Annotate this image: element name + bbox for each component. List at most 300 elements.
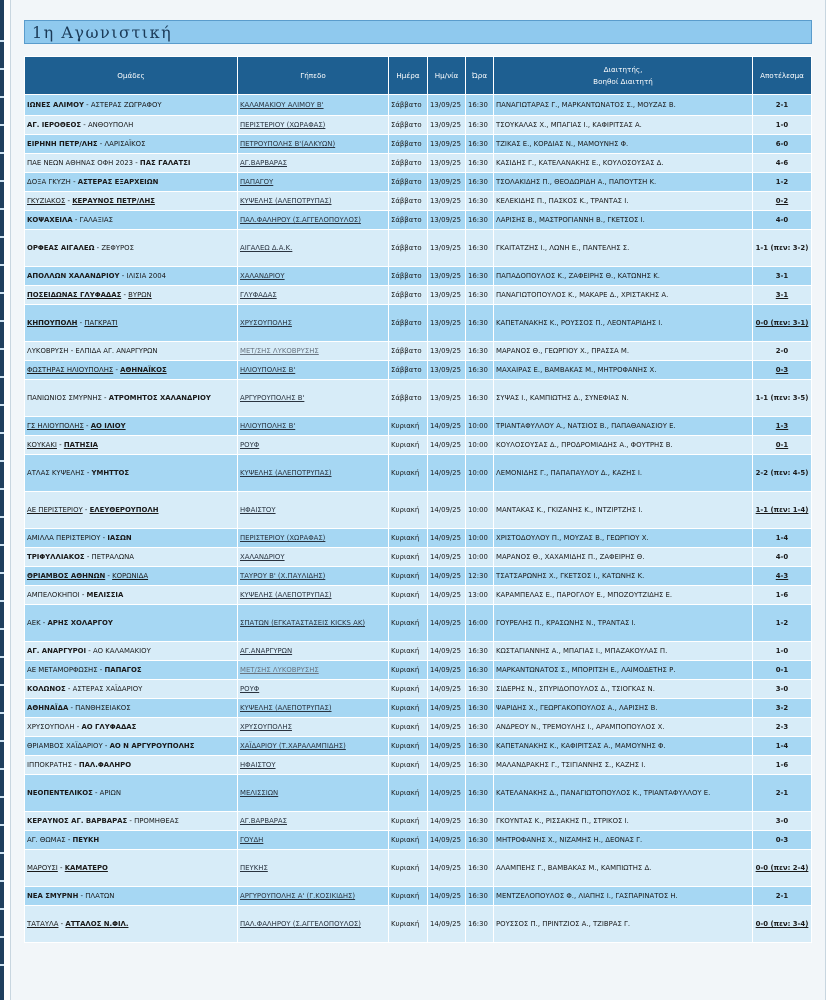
fixtures-body bbox=[25, 95, 811, 942]
match-result bbox=[753, 605, 811, 641]
stadium-cell bbox=[238, 699, 388, 717]
match-day: Κυριακή bbox=[389, 812, 427, 830]
home-team: ΚΟΥΚΑΚΙ bbox=[27, 440, 57, 449]
home-team: ΠΟΣΕΙΔΩΝΑΣ ΓΛΥΦΑΔΑΣ bbox=[27, 290, 122, 299]
away-team: ΛΑΡΙΣΑΪΚΟΣ bbox=[104, 139, 146, 148]
away-team: ΠΑΛ.ΦΑΛΗΡΟ bbox=[78, 760, 132, 769]
match-result[interactable] bbox=[753, 361, 811, 379]
match-referees: ΜΑΡΚΑΝΤΩΝΑΤΟΣ Σ., ΜΠΟΡΙΤΣΗ Ε., ΛΑΙΜΟΔΕΤΗΣ Ρ. bbox=[494, 661, 752, 679]
match-result bbox=[753, 642, 811, 660]
match-day: Κυριακή bbox=[389, 492, 427, 528]
result-score: 1-4 bbox=[775, 533, 789, 542]
result-score: 4-6 bbox=[775, 158, 789, 167]
match-teams bbox=[25, 417, 237, 435]
table-row bbox=[25, 680, 811, 698]
away-team: ΑΡΙΩΝ bbox=[99, 788, 121, 797]
match-referees: ΤΡΙΑΝΤΑΦΥΛΛΟΥ Α., ΝΑΤΣΙΟΣ Β., ΠΑΠΑΘΑΝΑΣΙΟΥ Ε. bbox=[494, 417, 752, 435]
result-score[interactable]: 4-3 bbox=[775, 571, 789, 580]
match-time: 16:30 bbox=[466, 267, 493, 285]
match-referees: ΤΣΟΥΚΑΛΑΣ Χ., ΜΠΑΓΙΑΣ Ι., ΚΑΦΙΡΙΤΣΑΣ Α. bbox=[494, 116, 752, 134]
match-result[interactable] bbox=[753, 305, 811, 341]
stadium-link[interactable]: ΑΓ.ΒΑΡΒΑΡΑΣ bbox=[240, 158, 288, 167]
stadium-link[interactable]: ΑΡΓΥΡΟΥΠΟΛΗΣ Α' (Γ.ΚΟΣΙΚΙΔΗΣ) bbox=[240, 891, 356, 900]
match-referees: ΠΑΝΑΓΙΩΤΑΡΑΣ Γ., ΜΑΡΚΑΝΤΩΝΑΤΟΣ Σ., ΜΟΥΖΑΣ Β. bbox=[494, 95, 752, 115]
match-teams bbox=[25, 305, 237, 341]
result-score[interactable]: 0-1 bbox=[775, 440, 789, 449]
stadium-link[interactable]: ΑΙΓΑΛΕΩ Δ.Α.Κ. bbox=[240, 243, 293, 252]
match-time: 16:30 bbox=[466, 756, 493, 774]
table-row bbox=[25, 642, 811, 660]
stadium-cell bbox=[238, 116, 388, 134]
result-score[interactable]: 0-0 (πεν: 3-1) bbox=[755, 318, 809, 327]
stadium-cell bbox=[238, 680, 388, 698]
match-result bbox=[753, 661, 811, 679]
stadium-link[interactable]: ΜΕΤ/ΣΗΣ ΛΥΚΟΒΡΥΣΗΣ bbox=[240, 665, 319, 674]
home-team: ΔΟΞΑ ΓΚΥΖΗ bbox=[27, 177, 71, 186]
table-row bbox=[25, 361, 811, 379]
match-teams bbox=[25, 135, 237, 153]
match-result bbox=[753, 775, 811, 811]
result-score: 3-0 bbox=[775, 684, 789, 693]
stadium-cell bbox=[238, 342, 388, 360]
match-time: 16:30 bbox=[466, 286, 493, 304]
match-result bbox=[753, 718, 811, 736]
match-result[interactable] bbox=[753, 286, 811, 304]
stadium-link[interactable]: ΧΡΥΣΟΥΠΟΛΗΣ bbox=[240, 722, 292, 731]
home-team: ΟΡΦΕΑΣ ΑΙΓΑΛΕΩ bbox=[27, 243, 95, 252]
stadium-link[interactable]: ΡΟΥΦ bbox=[240, 684, 260, 693]
table-row bbox=[25, 699, 811, 717]
home-team: ΦΩΣΤΗΡΑΣ ΗΛΙΟΥΠΟΛΗΣ bbox=[27, 365, 114, 374]
match-day: Κυριακή bbox=[389, 906, 427, 942]
match-date: 13/09/25 bbox=[428, 154, 465, 172]
match-time: 16:30 bbox=[466, 737, 493, 755]
match-date: 14/09/25 bbox=[428, 850, 465, 886]
stadium-link[interactable]: ΧΑΛΑΝΔΡΙΟΥ bbox=[240, 552, 285, 561]
away-team: ΥΜΗΤΤΟΣ bbox=[91, 468, 130, 477]
stadium-link[interactable]: ΑΓ.ΑΝΑΡΓΥΡΩΝ bbox=[240, 646, 293, 655]
stadium-cell bbox=[238, 850, 388, 886]
stadium-cell bbox=[238, 492, 388, 528]
match-referees: ΤΣΟΛΑΚΙΔΗΣ Π., ΘΕΟΔΩΡΙΔΗ Α., ΠΑΠΟΥΤΣΗ Κ. bbox=[494, 173, 752, 191]
away-team: ΠΑΣ ΓΑΛΑΤΣΙ bbox=[139, 158, 191, 167]
result-score: 3-2 bbox=[775, 703, 789, 712]
home-team: ΤΑΤΑΥΛΑ bbox=[27, 919, 59, 928]
column-header-time[interactable]: Ώρα bbox=[466, 57, 493, 94]
match-day: Κυριακή bbox=[389, 567, 427, 585]
match-referees: ΜΗΤΡΟΦΑΝΗΣ Χ., ΝΙΖΑΜΗΣ Η., ΔΕΟΝΑΣ Γ. bbox=[494, 831, 752, 849]
team-separator: - bbox=[92, 788, 100, 797]
away-team: ΑΣΤΕΡΑΣ ΖΩΓΡΑΦΟΥ bbox=[90, 100, 162, 109]
match-date: 13/09/25 bbox=[428, 267, 465, 285]
result-score[interactable]: 1-3 bbox=[775, 421, 789, 430]
table-row bbox=[25, 529, 811, 547]
match-time: 16:30 bbox=[466, 775, 493, 811]
match-teams bbox=[25, 567, 237, 585]
match-time: 12:30 bbox=[466, 567, 493, 585]
table-row bbox=[25, 831, 811, 849]
column-header-teams[interactable]: Ομάδες bbox=[25, 57, 237, 94]
match-referees: ΠΑΝΑΓΙΩΤΟΠΟΥΛΟΣ Κ., ΜΑΚΑΡΕ Δ., ΧΡΙΣΤΑΚΗΣ Α. bbox=[494, 286, 752, 304]
match-time: 16:30 bbox=[466, 135, 493, 153]
match-referees: ΧΡΙΣΤΟΔΟΥΛΟΥ Π., ΜΟΥΖΑΣ Β., ΓΕΩΡΓΙΟΥ Χ. bbox=[494, 529, 752, 547]
column-header-stadium[interactable]: Γήπεδο bbox=[238, 57, 388, 94]
match-day: Κυριακή bbox=[389, 436, 427, 454]
match-teams bbox=[25, 699, 237, 717]
stadium-link[interactable]: ΜΕΤ/ΣΗΣ ΛΥΚΟΒΡΥΣΗΣ bbox=[240, 346, 319, 355]
match-result bbox=[753, 737, 811, 755]
match-day: Σάββατο bbox=[389, 192, 427, 210]
result-score[interactable]: 0-2 bbox=[775, 196, 789, 205]
match-result bbox=[753, 812, 811, 830]
home-team: ΑΘΗΝΑΪΔΑ bbox=[27, 703, 69, 712]
stadium-link[interactable]: ΠΑΠΑΓΟΥ bbox=[240, 177, 274, 186]
table-row bbox=[25, 492, 811, 528]
match-time: 10:00 bbox=[466, 548, 493, 566]
match-date: 14/09/25 bbox=[428, 680, 465, 698]
match-referees: ΜΑΡΑΝΟΣ Θ., ΓΕΩΡΓΙΟΥ Χ., ΠΡΑΣΣΑ Μ. bbox=[494, 342, 752, 360]
match-day: Κυριακή bbox=[389, 529, 427, 547]
team-separator: - bbox=[82, 505, 90, 514]
match-referees: ΤΣΑΤΣΑΡΩΝΗΣ Χ., ΓΚΕΤΣΟΣ Ι., ΚΑΤΩΝΗΣ Κ. bbox=[494, 567, 752, 585]
team-separator: - bbox=[121, 290, 129, 299]
fixtures-table bbox=[24, 56, 812, 943]
result-score[interactable]: 0-0 (πεν: 2-4) bbox=[755, 863, 809, 872]
table-row bbox=[25, 737, 811, 755]
result-score[interactable]: 0-3 bbox=[775, 365, 789, 374]
match-teams bbox=[25, 154, 237, 172]
match-referees: ΓΚΑΙΤΑΤΖΗΣ Ι., ΛΩΝΗ Ε., ΠΑΝΤΕΛΗΣ Σ. bbox=[494, 230, 752, 266]
team-separator: - bbox=[101, 393, 109, 402]
match-time: 16:30 bbox=[466, 850, 493, 886]
match-referees: ΓΟΥΡΕΛΗΣ Π., ΚΡΑΣΩΝΗΣ Ν., ΤΡΑΝΤΑΣ Ι. bbox=[494, 605, 752, 641]
match-referees: ΚΟΥΛΟΣΟΥΣΑΣ Δ., ΠΡΟΔΡΟΜΙΑΔΗΣ Α., ΦΟΥΤΡΗΣ Β. bbox=[494, 436, 752, 454]
away-team: ΙΛΙΣΙΑ 2004 bbox=[126, 271, 167, 280]
table-row bbox=[25, 718, 811, 736]
table-row bbox=[25, 286, 811, 304]
home-team: ΑΜΠΕΛΟΚΗΠΟΙ bbox=[27, 590, 80, 599]
match-date: 14/09/25 bbox=[428, 887, 465, 905]
match-teams bbox=[25, 775, 237, 811]
match-referees: ΚΑΠΕΤΑΝΑΚΗΣ Κ., ΚΑΦΙΡΙΤΣΑΣ Α., ΜΑΜΟΥΝΗΣ Φ. bbox=[494, 737, 752, 755]
table-row bbox=[25, 154, 811, 172]
match-time: 16:30 bbox=[466, 642, 493, 660]
stadium-cell bbox=[238, 211, 388, 229]
stadium-link[interactable]: ΤΑΥΡΟΥ Β' (Χ.ΠΑΥΛΙΔΗΣ) bbox=[240, 571, 326, 580]
match-teams bbox=[25, 492, 237, 528]
stadium-link[interactable]: ΧΑΪΔΑΡΙΟΥ (Τ.ΧΑΡΑΛΑΜΠΙΔΗΣ) bbox=[240, 741, 346, 750]
stadium-link[interactable]: ΚΑΛΑΜΑΚΙΟΥ ΑΛΙΜΟΥ Β' bbox=[240, 100, 324, 109]
team-separator: - bbox=[127, 816, 135, 825]
away-team: ΕΛΕΥΘΕΡΟΥΠΟΛΗ bbox=[89, 505, 159, 514]
match-date: 14/09/25 bbox=[428, 586, 465, 604]
match-time: 16:30 bbox=[466, 831, 493, 849]
match-time: 10:00 bbox=[466, 417, 493, 435]
stadium-cell bbox=[238, 305, 388, 341]
stadium-link[interactable]: ΗΦΑΙΣΤΟΥ bbox=[240, 505, 276, 514]
team-separator: - bbox=[58, 919, 66, 928]
match-teams bbox=[25, 95, 237, 115]
stadium-link[interactable]: ΑΡΓΥΡΟΥΠΟΛΗΣ Β' bbox=[240, 393, 305, 402]
match-result bbox=[753, 680, 811, 698]
match-date: 13/09/25 bbox=[428, 230, 465, 266]
match-referees: ΑΝΔΡΕΟΥ Ν., ΤΡΕΜΟΥΛΗΣ Ι., ΑΡΑΜΠΟΠΟΥΛΟΣ Χ. bbox=[494, 718, 752, 736]
match-teams bbox=[25, 756, 237, 774]
match-result bbox=[753, 455, 811, 491]
column-header-result[interactable]: Αποτέλεσμα bbox=[753, 57, 811, 94]
column-header-referees[interactable] bbox=[494, 57, 752, 94]
team-separator: - bbox=[97, 665, 105, 674]
table-row bbox=[25, 173, 811, 191]
stadium-cell bbox=[238, 173, 388, 191]
match-day: Σάββατο bbox=[389, 342, 427, 360]
table-row bbox=[25, 605, 811, 641]
result-score: 2-3 bbox=[775, 722, 789, 731]
match-day: Κυριακή bbox=[389, 680, 427, 698]
stadium-link[interactable]: ΧΑΛΑΝΔΡΙΟΥ bbox=[240, 271, 285, 280]
match-referees: ΜΑΡΑΝΟΣ Θ., ΧΑΧΑΜΙΔΗΣ Π., ΖΑΦΕΙΡΗΣ Θ. bbox=[494, 548, 752, 566]
stadium-cell bbox=[238, 286, 388, 304]
home-team: ΙΠΠΟΚΡΑΤΗΣ bbox=[27, 760, 72, 769]
stadium-link[interactable]: ΧΡΥΣΟΥΠΟΛΗΣ bbox=[240, 318, 292, 327]
stadium-link[interactable]: ΚΥΨΕΛΗΣ (ΑΛΕΠΟΤΡΥΠΑΣ) bbox=[240, 590, 332, 599]
home-team: ΑΕ ΠΕΡΙΣΤΕΡΙΟΥ bbox=[27, 505, 83, 514]
match-day: Κυριακή bbox=[389, 887, 427, 905]
match-teams bbox=[25, 116, 237, 134]
stadium-cell bbox=[238, 605, 388, 641]
stadium-link[interactable]: ΠΕΡΙΣΤΕΡΙΟΥ (ΧΩΡΑΦΑΣ) bbox=[240, 533, 326, 542]
away-team: ΑΟ ΙΛΙΟΥ bbox=[90, 421, 126, 430]
away-team: ΠΛΑΤΩΝ bbox=[85, 891, 115, 900]
match-result[interactable] bbox=[753, 850, 811, 886]
result-score: 0-1 bbox=[775, 665, 789, 674]
stadium-link[interactable]: ΓΛΥΦΑΔΑΣ bbox=[240, 290, 277, 299]
match-teams bbox=[25, 850, 237, 886]
stadium-cell bbox=[238, 230, 388, 266]
match-referees: ΚΕΛΕΚΙΔΗΣ Π., ΠΑΣΚΟΣ Κ., ΤΡΑΝΤΑΣ Ι. bbox=[494, 192, 752, 210]
stadium-link[interactable]: ΜΕΛΙΣΣΙΩΝ bbox=[240, 788, 279, 797]
stadium-cell bbox=[238, 586, 388, 604]
table-row bbox=[25, 192, 811, 210]
match-referees: ΛΑΡΙΣΗΣ Β., ΜΑΣΤΡΟΓΙΑΝΝΗ Β., ΓΚΕΤΣΟΣ Ι. bbox=[494, 211, 752, 229]
match-date: 14/09/25 bbox=[428, 436, 465, 454]
match-day: Σάββατο bbox=[389, 267, 427, 285]
home-team: ΑΤΛΑΣ ΚΥΨΕΛΗΣ bbox=[27, 468, 85, 477]
stadium-cell bbox=[238, 756, 388, 774]
home-team: ΓΚΥΖΙΑΚΟΣ bbox=[27, 196, 66, 205]
home-team: ΙΩΝΕΣ ΑΛΙΜΟΥ bbox=[27, 100, 84, 109]
match-teams bbox=[25, 455, 237, 491]
team-separator: - bbox=[100, 533, 108, 542]
match-teams bbox=[25, 192, 237, 210]
match-result bbox=[753, 586, 811, 604]
column-header-date[interactable]: Ημ/νία bbox=[428, 57, 465, 94]
match-result[interactable] bbox=[753, 192, 811, 210]
away-team: ΜΕΛΙΣΣΙΑ bbox=[86, 590, 124, 599]
match-day: Κυριακή bbox=[389, 850, 427, 886]
match-date: 13/09/25 bbox=[428, 305, 465, 341]
away-team: ΕΛΠΙΔΑ ΑΓ. ΑΝΑΡΓΥΡΩΝ bbox=[75, 346, 158, 355]
away-team: ΠΕΥΚΗ bbox=[72, 835, 100, 844]
match-date: 13/09/25 bbox=[428, 380, 465, 416]
stadium-cell bbox=[238, 417, 388, 435]
match-date: 13/09/25 bbox=[428, 95, 465, 115]
match-result bbox=[753, 342, 811, 360]
match-result bbox=[753, 380, 811, 416]
home-team: ΑΕΚ bbox=[27, 618, 41, 627]
match-day: Κυριακή bbox=[389, 455, 427, 491]
stadium-link[interactable]: ΚΥΨΕΛΗΣ (ΑΛΕΠΟΤΡΥΠΑΣ) bbox=[240, 196, 332, 205]
home-team: ΚΗΠΟΥΠΟΛΗ bbox=[27, 318, 78, 327]
stadium-link[interactable]: ΠΕΤΡΟΥΠΟΛΗΣ Β'(ΑΛΚΥΩΝ) bbox=[240, 139, 336, 148]
home-team: ΛΥΚΟΒΡΥΣΗ bbox=[27, 346, 69, 355]
stadium-link[interactable]: ΚΥΨΕΛΗΣ (ΑΛΕΠΟΤΡΥΠΑΣ) bbox=[240, 468, 332, 477]
team-separator: - bbox=[81, 120, 88, 129]
stadium-cell bbox=[238, 267, 388, 285]
away-team: ΠΡΟΜΗΘΕΑΣ bbox=[134, 816, 179, 825]
match-referees: ΣΥΨΑΣ Ι., ΚΑΜΠΙΩΤΗΣ Δ., ΣΥΝΕΦΙΑΣ Ν. bbox=[494, 380, 752, 416]
table-row bbox=[25, 586, 811, 604]
match-day: Σάββατο bbox=[389, 211, 427, 229]
match-result[interactable] bbox=[753, 417, 811, 435]
match-date: 14/09/25 bbox=[428, 492, 465, 528]
home-team: ΤΡΙΦΥΛΛΙΑΚΟΣ bbox=[27, 552, 85, 561]
home-team: ΚΟΨΑΧΕΙΛΑ bbox=[27, 215, 73, 224]
home-team: ΓΣ ΗΛΙΟΥΠΟΛΗΣ bbox=[27, 421, 84, 430]
match-teams bbox=[25, 605, 237, 641]
referees-header-line2: Βοηθοί Διαιτητή bbox=[593, 76, 653, 86]
result-score: 2-1 bbox=[775, 891, 789, 900]
stadium-cell bbox=[238, 812, 388, 830]
stadium-link[interactable]: ΠΑΛ.ΦΑΛΗΡΟΥ (Σ.ΑΓΓΕΛΟΠΟΥΛΟΣ) bbox=[240, 215, 361, 224]
match-result bbox=[753, 756, 811, 774]
home-team: ΠΑΕ ΝΕΩΝ ΑΘΗΝΑΣ ΟΦΗ 2023 bbox=[27, 158, 134, 167]
result-score[interactable]: 0-0 (πεν: 3-4) bbox=[755, 919, 809, 928]
stadium-link[interactable]: ΠΑΛ.ΦΑΛΗΡΟΥ (Σ.ΑΓΓΕΛΟΠΟΥΛΟΣ) bbox=[240, 919, 361, 928]
result-score[interactable]: 3-1 bbox=[775, 290, 789, 299]
home-team: ΧΡΥΣΟΥΠΟΛΗ bbox=[27, 722, 75, 731]
round-header bbox=[24, 20, 812, 44]
match-result[interactable] bbox=[753, 436, 811, 454]
home-team: ΠΑΝΙΩΝΙΟΣ ΣΜΥΡΝΗΣ bbox=[27, 393, 102, 402]
team-separator: - bbox=[97, 139, 105, 148]
match-date: 13/09/25 bbox=[428, 135, 465, 153]
match-teams bbox=[25, 548, 237, 566]
result-score: 1-6 bbox=[775, 590, 789, 599]
stadium-cell bbox=[238, 718, 388, 736]
match-day: Κυριακή bbox=[389, 548, 427, 566]
stadium-cell bbox=[238, 154, 388, 172]
stadium-link[interactable]: ΑΓ.ΒΑΡΒΑΡΑΣ bbox=[240, 816, 288, 825]
match-day: Κυριακή bbox=[389, 775, 427, 811]
match-time: 10:00 bbox=[466, 492, 493, 528]
result-score: 1-2 bbox=[775, 177, 789, 186]
team-separator: - bbox=[94, 243, 102, 252]
result-score: 2-0 bbox=[775, 346, 789, 355]
match-referees: ΣΙΔΕΡΗΣ Ν., ΣΠΥΡΙΔΟΠΟΥΛΟΣ Δ., ΤΣΙΟΓΚΑΣ Ν. bbox=[494, 680, 752, 698]
result-score: 1-2 bbox=[775, 618, 789, 627]
away-team: ΑΘΗΝΑΪΚΟΣ bbox=[120, 365, 167, 374]
match-time: 16:30 bbox=[466, 718, 493, 736]
match-referees: ΚΩΣΤΑΓΙΑΝΝΗΣ Α., ΜΠΑΓΙΑΣ Ι., ΜΠΑΖΑΚΟΥΛΑΣ Π. bbox=[494, 642, 752, 660]
team-separator: - bbox=[40, 618, 48, 627]
stadium-link[interactable]: ΓΟΥΔΗ bbox=[240, 835, 264, 844]
match-referees: ΓΚΟΥΝΤΑΣ Κ., ΡΙΣΣΑΚΗΣ Π., ΣΤΡΙΚΟΣ Ι. bbox=[494, 812, 752, 830]
stadium-link[interactable]: ΚΥΨΕΛΗΣ (ΑΛΕΠΟΤΡΥΠΑΣ) bbox=[240, 703, 332, 712]
away-team: ΒΥΡΩΝ bbox=[128, 290, 152, 299]
match-day: Κυριακή bbox=[389, 718, 427, 736]
result-score: 4-0 bbox=[775, 552, 789, 561]
match-result bbox=[753, 831, 811, 849]
stadium-link[interactable]: ΡΟΥΦ bbox=[240, 440, 260, 449]
match-teams bbox=[25, 812, 237, 830]
match-result[interactable] bbox=[753, 492, 811, 528]
team-separator: - bbox=[105, 571, 113, 580]
match-time: 10:00 bbox=[466, 529, 493, 547]
match-day: Κυριακή bbox=[389, 586, 427, 604]
table-row bbox=[25, 436, 811, 454]
stadium-cell bbox=[238, 737, 388, 755]
table-row bbox=[25, 812, 811, 830]
table-row bbox=[25, 211, 811, 229]
team-separator: - bbox=[65, 196, 73, 205]
team-separator: - bbox=[65, 835, 73, 844]
team-separator: - bbox=[71, 760, 79, 769]
home-team: ΑΓ. ΙΕΡΟΘΕΟΣ bbox=[27, 120, 82, 129]
result-score: 1-1 (πεν: 3-5) bbox=[755, 393, 809, 402]
away-team: ΑΟ ΚΑΛΑΜΑΚΙΟΥ bbox=[92, 646, 151, 655]
match-time: 16:30 bbox=[466, 699, 493, 717]
stadium-link[interactable]: ΣΠΑΤΩΝ (ΕΓΚΑΤΑΣΤΑΣΕΙΣ KICKS AK) bbox=[240, 618, 366, 627]
referees-header-line1: Διαιτητής, bbox=[603, 64, 643, 74]
round-title: 1η Αγωνιστική bbox=[32, 23, 173, 42]
match-referees: ΨΑΡΙΔΗΣ Χ., ΓΕΩΡΓΑΚΟΠΟΥΛΟΣ Α., ΛΑΡΙΣΗΣ Β. bbox=[494, 699, 752, 717]
match-time: 16:00 bbox=[466, 605, 493, 641]
result-score: 6-0 bbox=[775, 139, 789, 148]
match-result[interactable] bbox=[753, 906, 811, 942]
home-team: ΝΕΟΠΕΝΤΕΛΙΚΟΣ bbox=[27, 788, 93, 797]
table-row bbox=[25, 267, 811, 285]
match-result[interactable] bbox=[753, 567, 811, 585]
match-time: 10:00 bbox=[466, 436, 493, 454]
stadium-link[interactable]: ΠΕΡΙΣΤΕΡΙΟΥ (ΧΩΡΑΦΑΣ) bbox=[240, 120, 326, 129]
stadium-link[interactable]: ΗΛΙΟΥΠΟΛΗΣ Β' bbox=[240, 365, 296, 374]
match-result bbox=[753, 211, 811, 229]
match-time: 16:30 bbox=[466, 192, 493, 210]
match-day: Σάββατο bbox=[389, 135, 427, 153]
team-separator: - bbox=[84, 468, 92, 477]
match-teams bbox=[25, 718, 237, 736]
match-time: 16:30 bbox=[466, 116, 493, 134]
away-team: ΠΑΓΚΡΑΤΙ bbox=[84, 318, 118, 327]
team-separator: - bbox=[113, 365, 121, 374]
match-date: 13/09/25 bbox=[428, 173, 465, 191]
stadium-link[interactable]: ΠΕΥΚΗΣ bbox=[240, 863, 268, 872]
match-referees: ΡΟΥΣΣΟΣ Π., ΠΡΙΝΤΖΙΟΣ Α., ΤΖΙΒΡΑΣ Γ. bbox=[494, 906, 752, 942]
result-score[interactable]: 1-1 (πεν: 1-4) bbox=[755, 505, 809, 514]
stadium-link[interactable]: ΗΛΙΟΥΠΟΛΗΣ Β' bbox=[240, 421, 296, 430]
match-referees: ΑΛΑΜΠΕΗΣ Γ., ΒΑΜΒΑΚΑΣ Μ., ΚΑΜΠΙΩΤΗΣ Δ. bbox=[494, 850, 752, 886]
stadium-link[interactable]: ΗΦΑΙΣΤΟΥ bbox=[240, 760, 276, 769]
stadium-cell bbox=[238, 548, 388, 566]
match-day: Κυριακή bbox=[389, 642, 427, 660]
team-separator: - bbox=[84, 552, 92, 561]
match-result bbox=[753, 548, 811, 566]
stadium-cell bbox=[238, 436, 388, 454]
column-header-day[interactable]: Ημέρα bbox=[389, 57, 427, 94]
match-result bbox=[753, 116, 811, 134]
match-referees: ΠΑΠΑΔΟΠΟΥΛΟΣ Κ., ΖΑΦΕΙΡΗΣ Θ., ΚΑΤΩΝΗΣ Κ. bbox=[494, 267, 752, 285]
